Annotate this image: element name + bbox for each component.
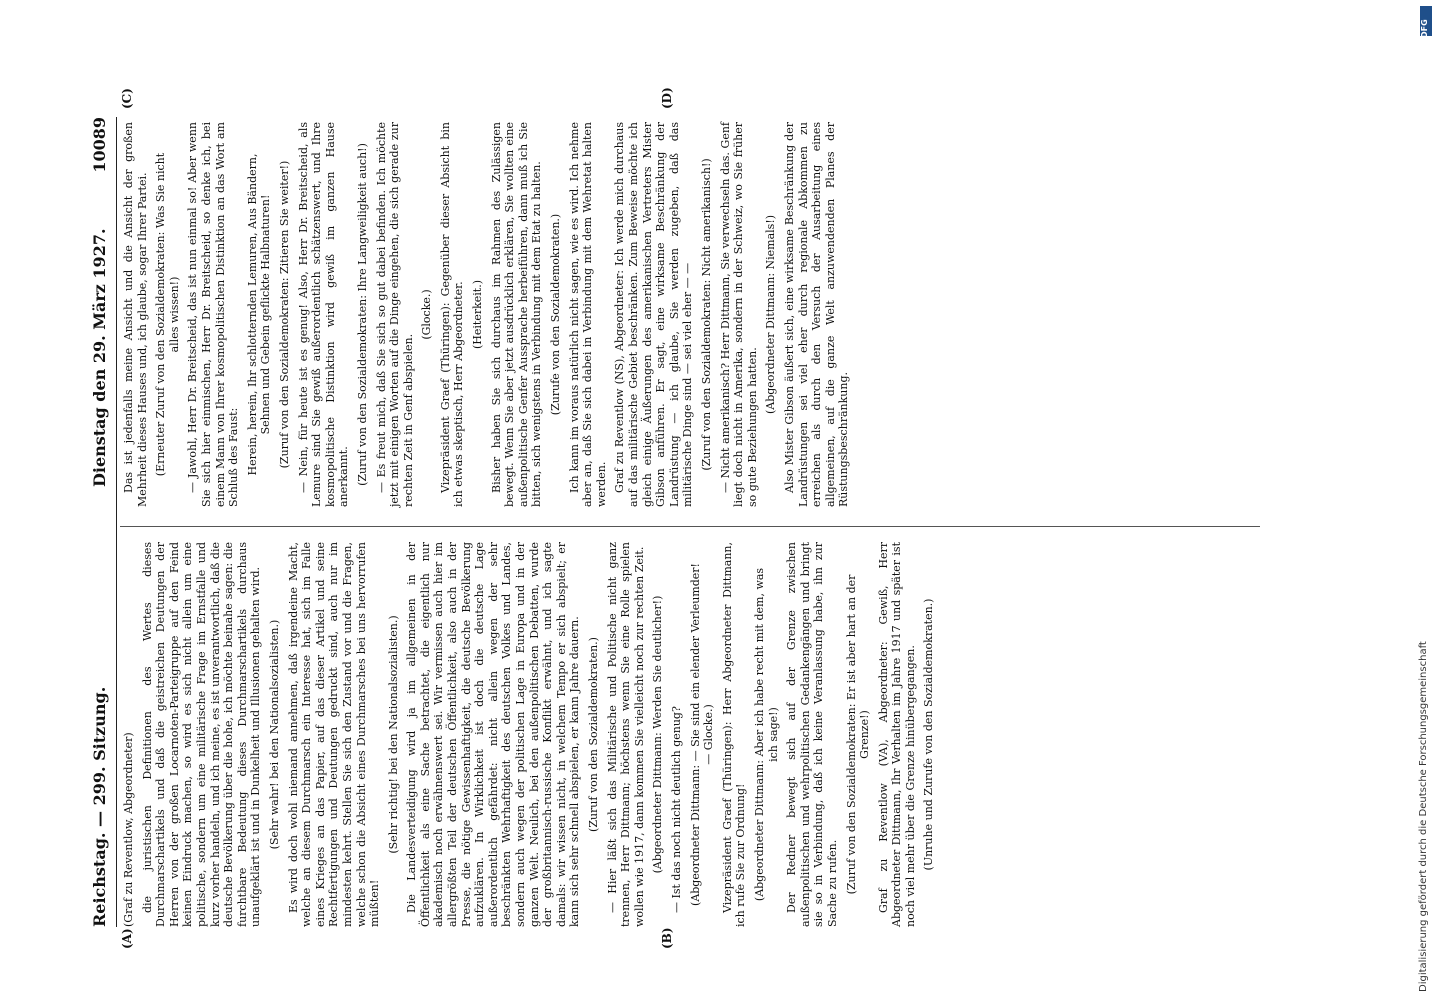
speech-paragraph: Vizepräsident Graef (Thüringen): Gegenüber dieser Absicht bin ich etwas skeptisch, Herr Abgeordneter. bbox=[438, 122, 466, 507]
speech-paragraph: die juristischen Definitionen des Wertes dieses Durchmarschartikels und daß die geistreichen Deutungen der Herren von der großen Locarnoten-Parteigruppe auf den Feind keinen Eindruck machen, so wird es sich nicht allein um eine politische, sondern um eine militärische Frage im Ernstfalle und kurz vorher handeln, und ich meine, es ist unverantwortlich, daß die deutsche Bevölkerung über die hohe, ich möchte beinahe sagen: die furchtbare Bedeutung dieses Durchmarschartikels durchaus unaufgeklärt ist und in Dunkelheit und Illusionen gehalten wird. bbox=[140, 542, 263, 927]
page-number: 10089 bbox=[90, 117, 109, 173]
interjection: (Zuruf von den Sozialdemokraten: Ihre Langweiligkeit auch!) bbox=[355, 143, 369, 486]
header-left: Reichstag. — 299. Sitzung. bbox=[90, 686, 109, 927]
header-rule bbox=[116, 117, 117, 927]
column-separator bbox=[120, 526, 1260, 527]
speech-paragraph: — Nein, für heute ist es genug! Also, Herr Dr. Breitscheid, als Lemure sind Sie gewiß außerordentlich schätzenswert, und Ihre kosmopolitische Distinktion wird gewiß im ganzen Hause anerkannt. bbox=[296, 122, 351, 507]
speech-paragraph: — Nicht amerikanisch? Herr Dittmann, Sie verwechseln das. Genf liegt doch nicht in Amerika, sondern in der Schweiz, wo Sie früher so gute Beziehungen hatten. bbox=[718, 122, 759, 507]
dfg-logo-text: DFG bbox=[1420, 19, 1429, 38]
interjection: (Abgeordneter Dittmann: Werden Sie deutlicher!) bbox=[651, 595, 665, 874]
funding-note: Digitalisierung gefördert durch die Deutsche Forschungsgemeinschaft bbox=[1418, 641, 1429, 992]
speech-paragraph: Die Landesverteidigung wird ja im allgemeinen in der Öffentlichkeit als eine Sache betrachtet, die eigentlich nur akademisch noch erwähnenswert sei. Wir vermissen auch hier im allergrößten Teil der deutschen Öffentlichkeit, also auch in der Presse, die nötige Gewissenhaftigkeit, die deutsche Bevölkerung aufzuklären. In Wirklichkeit ist doch die deutsche Lage außerordentlich gefährdet: nicht allein wegen der sehr beschränkten Wehrhaftigkeit des deutschen Volkes und Landes, sondern auch wegen der politischen Lage in Europa und in der ganzen Welt. Neulich, bei den außenpolitischen Debatten, wurde der großbritannisch-russische Konflikt erwähnt, und ich sagte damals: wir wissen nicht, in welchem Tempo er sich abspielt; er kann sich sehr schnell abspielen, er kann Jahre dauern. bbox=[405, 542, 582, 927]
speech-paragraph: Das ist jedenfalls meine Ansicht und die Ansicht der großen Mehrheit dieses Hauses und, ich glaube, sogar Ihrer Partei. bbox=[122, 122, 149, 507]
margin-marker-d: (D) bbox=[660, 87, 674, 109]
interjection: (Zuruf von den Sozialdemokraten: Nicht amerikanisch!) bbox=[699, 158, 713, 471]
interjection: (Zuruf von den Sozialdemokraten: Er ist aber hart an der Grenze!) bbox=[844, 574, 872, 895]
document-page bbox=[90, 87, 1345, 949]
dfg-logo bbox=[1420, 6, 1432, 36]
speech-paragraph: — Es freut mich, daß Sie sich so gut dabei befinden. Ich möchte jetzt mit einigen Worten auf die Dinge eingehen, die sich gerade zur rechten Zeit in Genf abspielen. bbox=[374, 122, 415, 507]
speech-paragraph: Also Mister Gibson äußert sich, eine wirksame Beschränkung der Landrüstungen sei viel eher durch regionale Abkommen zu erreichen als durch den Versuch der Ausarbeitung eines allgemeinen, auf die ganze Welt anzuwendenden Planes der Rüstungsbeschränkung. bbox=[782, 122, 851, 507]
speaker-line: (Graf zu Reventlow, Abgeordneter) bbox=[122, 732, 135, 927]
margin-marker-a: (A) bbox=[120, 928, 134, 949]
left-column bbox=[122, 542, 941, 927]
speech-paragraph: Vizepräsident Graef (Thüringen): Herr Abgeordneter Dittmann, ich rufe Sie zur Ordnung! bbox=[720, 542, 748, 927]
speech-paragraph: — Ist das noch nicht deutlich genug? bbox=[669, 706, 683, 913]
speech-paragraph: Bisher haben Sie sich durchaus im Rahmen des Zulässigen bewegt. Wenn Sie aber jetzt ausdrücklich erklären, Sie wollten eine außenpolitische Genfer Aussprache herbeiführen, dann muß ich Sie bitten, sich wenigstens in Verbindung mit dem Etat zu halten. bbox=[489, 122, 544, 507]
speech-paragraph: Graf zu Reventlow (VA), Abgeordneter: Gewiß, Herr Abgeordneter Dittmann, Ihr Verhalten im Jahre 1917 und später ist noch viel mehr über die Grenze hinübergegangen. bbox=[876, 542, 917, 927]
speech-paragraph: Graf zu Reventlow (NS), Abgeordneter: Ich werde mich durchaus auf das militärische Gebiet beschränken. Zum Beweise möchte ich gleich einige Äußerungen des amerikanischen Vertreters Mister Gibson anführen. Er sagt, eine wirksame Beschränkung der Landrüstung — ich glaube, Sie werden zugeben, daß das militärische Dinge sind — sei viel eher — — bbox=[613, 122, 695, 507]
interjection: (Zuruf von den Sozialdemokraten.) bbox=[587, 637, 600, 832]
margin-marker-b: (B) bbox=[660, 927, 674, 949]
interjection: (Heiterkeit.) bbox=[471, 280, 485, 350]
interjection: (Abgeordneter Dittmann: Aber ich habe recht mit dem, was ich sage!) bbox=[752, 567, 780, 902]
interjection: (Unruhe und Zurufe von den Sozialdemokraten.) bbox=[922, 598, 936, 871]
interjection: (Zurufe von den Sozialdemokraten.) bbox=[549, 213, 563, 416]
interjection: Herein, herein, Ihr schlotternden Lemuren, Aus Bändern, Sehnen und Gebein geflickte Halbnaturen! bbox=[245, 153, 273, 476]
interjection: (Erneuter Zuruf von den Sozialdemokraten: Was Sie nicht alles wissen!) bbox=[154, 152, 181, 477]
interjection: (Glocke.) bbox=[420, 289, 434, 340]
speech-paragraph: Es wird doch wohl niemand annehmen, daß irgendeine Macht, welche an diesem Durchmarsch ein Interesse hat, sich im Falle eines Krieges an das Papier, auf das dieser Artikel und seine Rechtfertigungen und Deutungen gedruckt sind, auch nur im mindesten kehrt. Stellen Sie sich den Zustand vor und die Fragen, welche schon die Absicht eines Durchmarsches bei uns hervorrufen müßten! bbox=[286, 542, 382, 927]
right-column bbox=[122, 122, 856, 507]
interjection: (Zuruf von den Sozialdemokraten: Zitieren Sie weiter!) bbox=[277, 160, 291, 469]
speech-paragraph: Ich kann im voraus natürlich nicht sagen, wie es wird. Ich nehme aber an, daß Sie sich dabei in Verbindung mit dem Wehretat halten werden. bbox=[567, 122, 608, 507]
interjection: (Sehr richtig! bei den Nationalsozialisten.) bbox=[386, 615, 400, 854]
speech-paragraph: Der Redner bewegt sich auf der Grenze zwischen außenpolitischen und wehrpolitischen Gedankengängen und bringt sie so in Verbindung, daß ich keine Veranlassung habe, ihn zur Sache zu rufen. bbox=[785, 542, 839, 927]
interjection: (Abgeordneter Dittmann: — Sie sind ein elender Verleumder! — Glocke.) bbox=[688, 563, 716, 906]
speech-paragraph: — Jawohl, Herr Dr. Breitscheid, das ist nun einmal so! Aber wenn Sie sich hier einmischen, Herr Dr. Breitscheid, so denke ich, bei einem Mann von Ihrer kosmopolitischen Distinktion an das Wort am Schluß des Faust: bbox=[186, 122, 241, 507]
speech-paragraph: — Hier läßt sich das Militärische und Politische nicht ganz trennen, Herr Dittmann; höchstens wenn Sie eine Rolle spielen wollen wie 1917, dann kommen Sie vielleicht noch zur rechten Zeit. bbox=[605, 542, 646, 927]
page-header bbox=[90, 117, 114, 927]
header-date: Dienstag den 29. März 1927. bbox=[90, 228, 109, 487]
margin-marker-c: (C) bbox=[120, 88, 134, 109]
interjection: (Abgeordneter Dittmann: Niemals!) bbox=[764, 214, 778, 415]
interjection: (Sehr wahr! bei den Nationalsozialisten.) bbox=[267, 619, 281, 850]
